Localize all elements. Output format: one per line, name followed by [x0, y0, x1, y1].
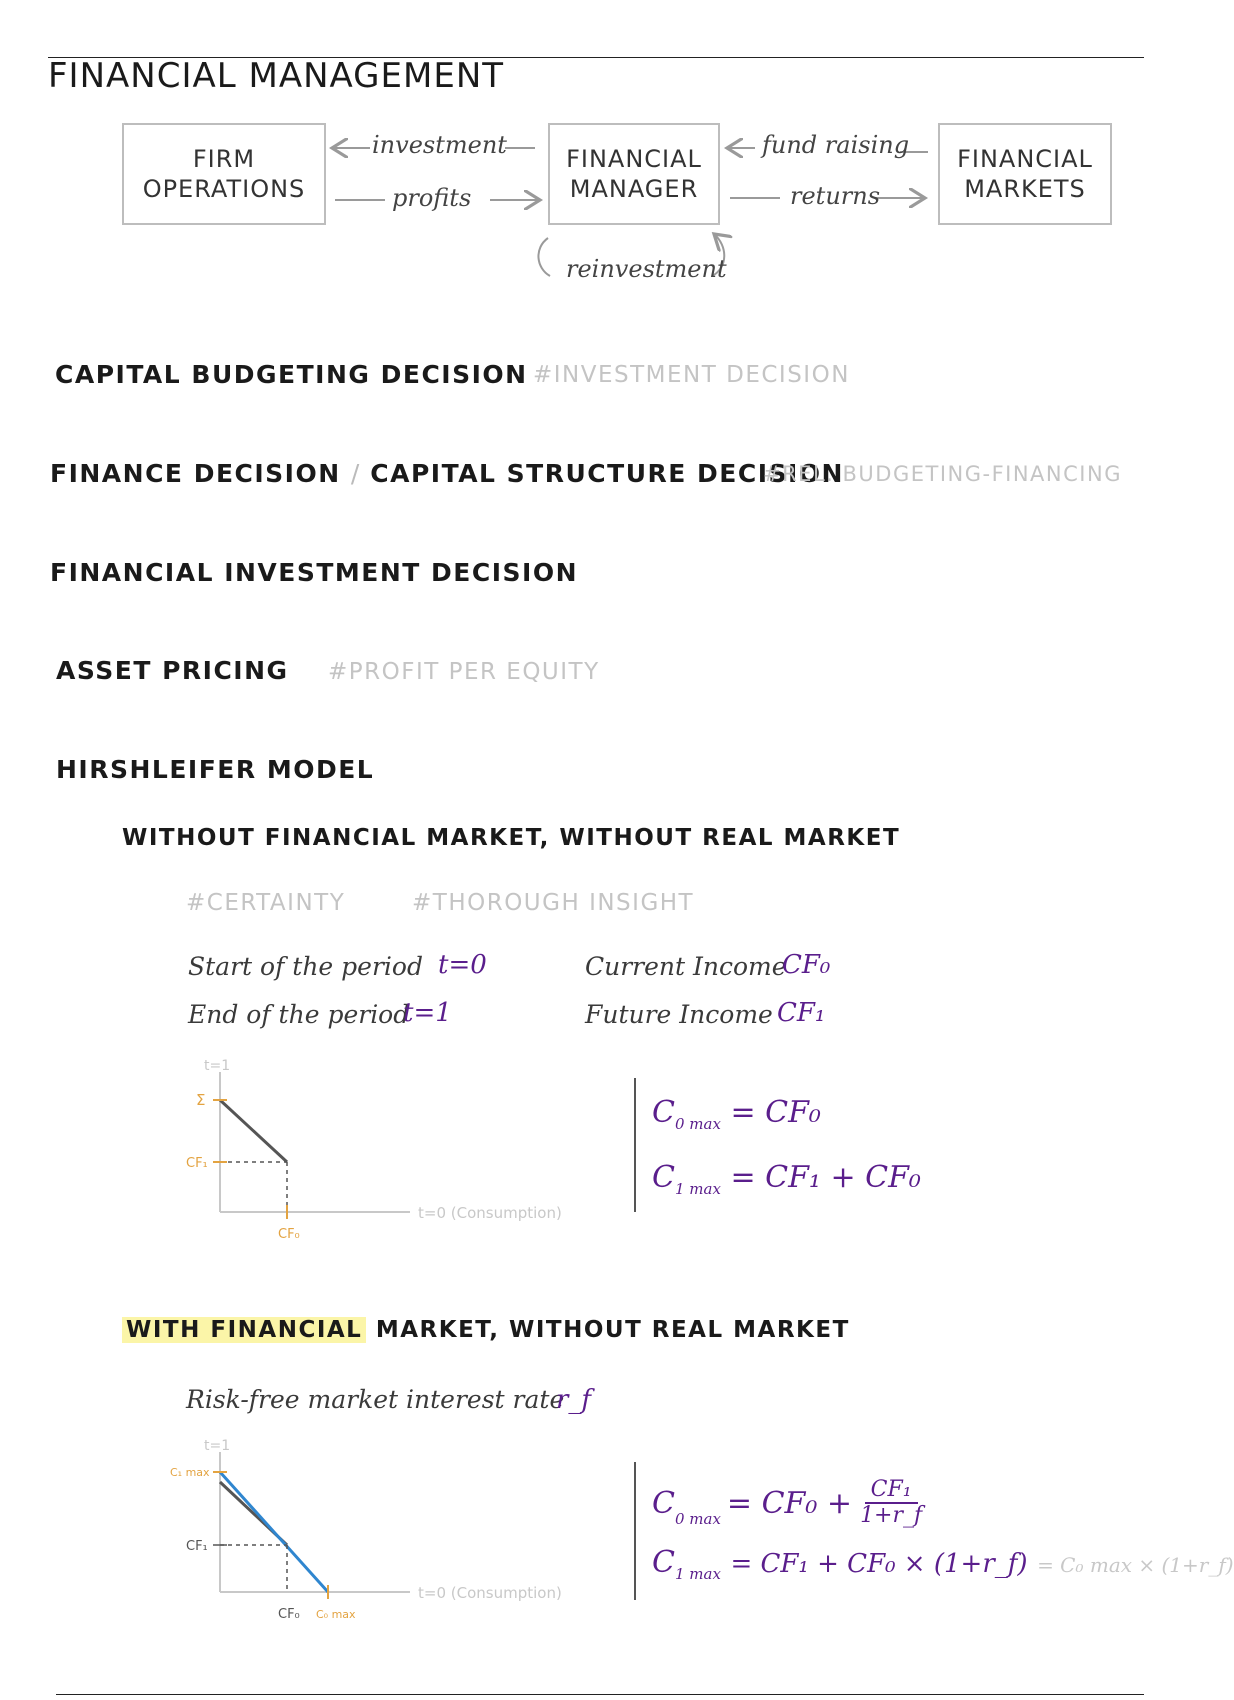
- box-financial-markets-label: FINANCIAL MARKETS: [957, 145, 1093, 203]
- box-financial-manager-label: FINANCIAL MANAGER: [566, 145, 702, 203]
- heading-asset-pricing: ASSET PRICING: [56, 656, 289, 685]
- formula-c0max-2-lhs: C: [652, 1485, 675, 1521]
- formula-c1max-2-lhs: C: [652, 1545, 675, 1580]
- graph1-y-mid-label: CF₁: [186, 1156, 208, 1171]
- graph2-market-line: [220, 1472, 328, 1592]
- tag-thorough-insight: #THOROUGH INSIGHT: [412, 890, 695, 916]
- start-of-period-label: Start of the period: [188, 952, 423, 981]
- graph1-budget-line: [220, 1100, 287, 1162]
- formula-c0max-1-rhs: = CF₀: [730, 1095, 821, 1130]
- fraction-numerator: CF₁: [865, 1478, 918, 1504]
- box-firm-operations-label: FIRM OPERATIONS: [142, 145, 306, 203]
- formula-c1max-2: [652, 1545, 1234, 1583]
- formula-c0max-1-sub: 0 max: [674, 1115, 721, 1133]
- formula-fraction: [860, 1478, 922, 1528]
- risk-free-rate-symbol: r_f: [556, 1385, 592, 1415]
- risk-free-rate-label: Risk-free market interest rate: [186, 1385, 565, 1414]
- formula-c0max-1-lhs: C: [652, 1095, 675, 1130]
- heading-financial-investment-decision: FINANCIAL INVESTMENT DECISION: [50, 558, 579, 587]
- current-income-label: Current Income: [585, 952, 787, 981]
- graph1-x-tick-label: CF₀: [278, 1227, 300, 1242]
- graph2-y-axis-label: t=1: [204, 1438, 231, 1454]
- formula-c1max-1-sub: 1 max: [674, 1180, 721, 1198]
- bottom-rule: [56, 1694, 1144, 1695]
- graph2: [170, 1430, 600, 1630]
- future-income-symbol: CF₁: [777, 998, 826, 1028]
- fund-raising-label: fund raising: [762, 131, 910, 159]
- fraction-denominator: 1+r_f: [860, 1503, 923, 1529]
- graph2-y-top-label: C₁ max: [170, 1466, 210, 1479]
- case2-heading-b: MARKET,: [375, 1317, 500, 1343]
- graph2-x-tick2-label: C₀ max: [316, 1608, 356, 1621]
- case2-heading-c: WITHOUT REAL MARKET: [508, 1317, 850, 1343]
- graph2-x-tick1-label: CF₀: [278, 1607, 300, 1622]
- end-of-period-label: End of the period: [188, 1000, 410, 1029]
- formula-c1max-2-faded: = C₀ max × (1+r_f): [1037, 1553, 1234, 1577]
- formula-c1max-1-lhs: C: [652, 1160, 675, 1195]
- graph2-x-axis-label: t=0 (Consumption): [418, 1584, 562, 1602]
- current-income-symbol: CF₀: [782, 950, 831, 980]
- start-of-period-symbol: t=0: [438, 950, 487, 980]
- finance-decision-text: FINANCE DECISION: [50, 459, 341, 488]
- case1-heading-b: WITHOUT REAL MARKET: [559, 825, 901, 851]
- formula-c0max-1: [652, 1095, 821, 1133]
- formula-divider-1: [634, 1078, 636, 1212]
- case1-heading: [122, 825, 900, 851]
- graph1-y-axis-label: t=1: [204, 1058, 231, 1074]
- future-income-label: Future Income: [585, 1000, 773, 1029]
- formula-c1max-1-rhs: = CF₁ + CF₀: [730, 1160, 921, 1195]
- capital-structure-text: CAPITAL STRUCTURE DECISION: [370, 459, 844, 488]
- tag-investment-decision: #INVESTMENT DECISION: [533, 362, 850, 388]
- formula-c0max-2: [652, 1478, 922, 1528]
- formula-c1max-1: [652, 1160, 921, 1198]
- profits-label: profits: [392, 184, 472, 212]
- slash-divider: /: [350, 459, 371, 488]
- formula-c1max-2-sub: 1 max: [674, 1565, 721, 1583]
- returns-label: returns: [790, 182, 881, 210]
- heading-capital-budgeting: CAPITAL BUDGETING DECISION: [55, 360, 528, 389]
- graph1-y-top-label: Σ: [196, 1091, 206, 1109]
- formula-c0max-2-sub: 0 max: [674, 1510, 721, 1529]
- page-title: FINANCIAL MANAGEMENT: [48, 56, 505, 96]
- tag-profit-per-equity: #PROFIT PER EQUITY: [328, 659, 600, 685]
- heading-hirshleifer-model: HIRSHLEIFER MODEL: [56, 755, 375, 784]
- end-of-period-symbol: t=1: [403, 998, 452, 1028]
- heading-finance-decision: [50, 459, 844, 488]
- formula-c1max-2-rhs: = CF₁ + CF₀ × (1+r_f): [730, 1549, 1028, 1579]
- case2-heading: [122, 1317, 850, 1343]
- formula-divider-2: [634, 1462, 636, 1600]
- tag-certainty: #CERTAINTY: [186, 890, 346, 916]
- case2-heading-a: WITH FINANCIAL: [122, 1317, 366, 1343]
- graph1: [170, 1050, 600, 1250]
- graph1-x-axis-label: t=0 (Consumption): [418, 1204, 562, 1222]
- tag-rel-budgeting-financing: #REL. BUDGETING-FINANCING: [763, 462, 1122, 486]
- investment-label: investment: [372, 131, 507, 159]
- reinvestment-label: reinvestment: [566, 255, 727, 283]
- case1-heading-a: WITHOUT FINANCIAL MARKET,: [122, 825, 550, 851]
- reinvestment-loop-left: [538, 238, 550, 276]
- formula-c0max-2-mid: = CF₀ +: [726, 1485, 853, 1521]
- graph2-y-mid-label: CF₁: [186, 1539, 208, 1554]
